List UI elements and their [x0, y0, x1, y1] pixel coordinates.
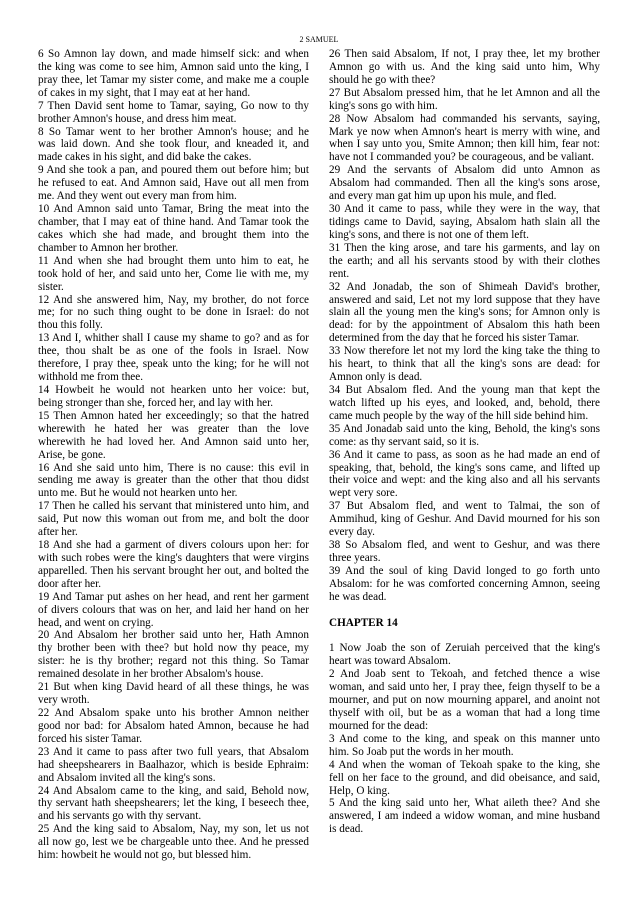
- right-column: [329, 48, 600, 836]
- verse-line: the king was come to see him, Amnon said unto the king, I: [38, 60, 309, 73]
- verse-line: 32 And Jonadab, the son of Shimeah David's brother,: [329, 280, 600, 293]
- verse-line: thyself with oil, but be as a woman that had a long time: [329, 707, 600, 720]
- verse-line: 26 Then said Absalom, If not, I pray thee, let my brother: [329, 48, 600, 60]
- verse: [38, 410, 309, 462]
- verse-line: Mark ye now when Amnon's heart is merry with wine, and: [329, 125, 600, 138]
- verse-line: wherewith he had loved her. And Amnon said unto her,: [38, 435, 309, 448]
- verse-line: their voice and wept: and the king also and all his servants: [329, 474, 600, 487]
- verse-line: and Absalom invited all the king's sons.: [38, 771, 216, 784]
- verse-line: 39 And the soul of king David longed to go forth unto: [329, 564, 600, 577]
- verse-line: fell on her face to the ground, and did obeisance, and said,: [329, 771, 600, 784]
- verse-line: 13 And I, whither shall I cause my shame to go? and as for: [38, 332, 309, 345]
- verse-line: apparelled. Then his servant brought her out, and bolted the: [38, 564, 309, 577]
- verse-line: 34 But Absalom fled. And the young man that kept the: [329, 383, 600, 396]
- verse: [329, 565, 600, 604]
- verse-line: woman, and said unto her, I pray thee, feign thyself to be a: [329, 681, 600, 694]
- verse-line: Help, O king.: [329, 784, 390, 797]
- verse-line: sending me away is greater than the other that thou didst: [38, 474, 309, 487]
- verse-line: 19 And Tamar put ashes on her head, and rent her garment: [38, 590, 309, 603]
- verse-line: 12 And she answered him, Nay, my brother, do not force: [38, 293, 309, 306]
- verse-line: dead: for by the appointment of Absalom this hath been: [329, 319, 600, 332]
- verse: [38, 384, 309, 410]
- verse-line: head, and went on crying.: [38, 616, 154, 629]
- chapter-verse-list: [329, 642, 600, 836]
- verse-line: thou this folly.: [38, 319, 103, 332]
- verse: [38, 746, 309, 785]
- verse-line: answered and said, Let not my lord suppose that they have: [329, 293, 600, 306]
- verse-line: 30 And it came to pass, while they were in the way, that: [329, 203, 600, 216]
- verse-line: Absalom had commanded. Then all the king's sons arose,: [329, 177, 600, 190]
- verse: [329, 203, 600, 242]
- verse-line: cakes which she had made, and brought them into the: [38, 228, 309, 241]
- verse-line: he was dead.: [329, 590, 387, 603]
- verse-line: should he go with thee?: [329, 73, 436, 86]
- verse-line: all now go, lest we be chargeable unto thee. And he pressed: [38, 836, 309, 849]
- verse: [329, 242, 600, 281]
- verse-line: brother Amnon's house, and dress him meat.: [38, 112, 237, 125]
- verse-line: 36 And it came to pass, as soon as he had made an end of: [329, 448, 600, 461]
- verse-line: 2 And Joab sent to Tekoah, and fetched thence a wise: [329, 668, 600, 681]
- verse-list: [329, 48, 600, 604]
- verse-line: 4 And when the woman of Tekoah spake to the king, she: [329, 758, 600, 771]
- verse-line: thee, thou shalt be as one of the fools in Israel. Now: [38, 345, 309, 358]
- verse: [329, 797, 600, 836]
- left-column: [38, 48, 309, 862]
- verse-line: and every man gat him up upon his mule, and fled.: [329, 190, 557, 203]
- verse-line: good nor bad: for Absalom hated Amnon, because he had: [38, 719, 309, 732]
- verse-line: Amnon go with us. And the king said unto him, Why: [329, 60, 600, 73]
- verse-list: [38, 48, 309, 862]
- verse: [329, 539, 600, 565]
- verse-line: had sheepshearers in Baalhazor, which is beside Ephraim:: [38, 758, 309, 771]
- verse-line: 18 And she had a garment of divers colours upon her: for: [38, 539, 309, 552]
- verse: [38, 164, 309, 203]
- verse-line: 31 Then the king arose, and tare his garments, and lay on: [329, 241, 600, 254]
- verse-line: king's sons go with him.: [329, 99, 438, 112]
- verse-line: Ammihud, king of Geshur. And David mourned for his son: [329, 513, 600, 526]
- verse-line: answered, I am indeed a widow woman, and mine husband: [329, 810, 600, 823]
- verse-line: tidings came to David, saying, Absalom hath slain all the: [329, 215, 600, 228]
- verse-line: king's sons, and there is not one of them left.: [329, 228, 529, 241]
- verse-line: wherewith he hated her was greater than the love: [38, 422, 309, 435]
- verse-line: Amnon only is dead.: [329, 371, 423, 384]
- verse-line: three years.: [329, 551, 381, 564]
- verse-line: he refused to eat. And Amnon said, Have out all men from: [38, 177, 309, 190]
- verse-line: determined from the day that he forced his sister Tamar.: [329, 332, 580, 345]
- verse: [329, 281, 600, 346]
- verse-line: his heart, to think that all the king's sons are dead: for: [329, 358, 600, 371]
- verse-line: 3 And come to the king, and speak on this manner unto: [329, 732, 600, 745]
- verse-line: have not I commanded you? be courageous, and be valiant.: [329, 151, 594, 164]
- verse: [38, 823, 309, 862]
- verse-line: 8 So Tamar went to her brother Amnon's house; and he: [38, 125, 309, 138]
- verse: [38, 785, 309, 824]
- verse-line: him: howbeit he would not go, but blessed him.: [38, 849, 252, 862]
- verse-line: me; for no such thing ought to be done in Israel: do not: [38, 306, 309, 319]
- verse: [38, 681, 309, 707]
- verse: [329, 500, 600, 539]
- verse-line: him. So Joab put the words in her mouth.: [329, 745, 514, 758]
- verse-line: Absalom: for he was comforted concerning Amnon, seeing: [329, 577, 600, 590]
- verse-line: with such robes were the king's daughters that were virgins: [38, 551, 309, 564]
- verse-line: 29 And the servants of Absalom did unto Amnon as: [329, 164, 600, 177]
- verse-line: rent.: [329, 267, 350, 280]
- verse: [329, 164, 600, 203]
- verse: [329, 345, 600, 384]
- verse-line: chamber to Amnon her brother.: [38, 241, 179, 254]
- verse-line: sister: he is thy brother; regard not this thing. So Tamar: [38, 655, 309, 668]
- verse: [38, 707, 309, 746]
- verse-line: 27 But Absalom pressed him, that he let Amnon and all the: [329, 86, 600, 99]
- verse: [38, 100, 309, 126]
- verse-line: heart was toward Absalom.: [329, 655, 451, 668]
- verse-line: and his servants go with thy servant.: [38, 810, 202, 823]
- verse: [329, 48, 600, 87]
- verse-line: chamber, that I may eat of thine hand. And Tamar took the: [38, 215, 309, 228]
- verse-line: 10 And Amnon said unto Tamar, Bring the meat into the: [38, 203, 309, 216]
- verse-line: speaking, that, behold, the king's sons came, and lifted up: [329, 461, 600, 474]
- verse-line: the earth; and all his servants stood by with their clothes: [329, 254, 600, 267]
- verse: [329, 668, 600, 733]
- verse-line: mourner, and put on now mourning apparel, and anoint not: [329, 694, 600, 707]
- verse-line: door after her.: [38, 577, 102, 590]
- verse-line: 37 But Absalom fled, and went to Talmai, the son of: [329, 500, 600, 513]
- verse-line: 9 And she took a pan, and poured them out before him; but: [38, 164, 309, 177]
- verse-line: mourned for the dead:: [329, 719, 429, 732]
- verse: [38, 48, 309, 100]
- verse: [329, 113, 600, 165]
- verse-line: took hold of her, and said unto her, Come lie with me, my: [38, 267, 309, 280]
- verse-line: slain all the young men the king's sons; for Amnon only is: [329, 306, 600, 319]
- verse: [38, 255, 309, 294]
- verse-line: 1 Now Joab the son of Zeruiah perceived that the king's: [329, 642, 600, 655]
- verse-line: when I say unto you, Smite Amnon; then kill him, fear not:: [329, 138, 600, 151]
- verse-line: 28 Now Absalom had commanded his servants, saying,: [329, 112, 600, 125]
- verse-line: come: as thy servant said, so it is.: [329, 435, 480, 448]
- verse-line: is dead.: [329, 823, 364, 836]
- verse: [38, 462, 309, 501]
- verse-line: of divers colours that was on her, and laid her hand on her: [38, 603, 309, 616]
- verse-line: remained desolate in her brother Absalom's house.: [38, 668, 264, 681]
- verse-line: 38 So Absalom fled, and went to Geshur, and was there: [329, 539, 600, 552]
- verse-line: therefore, I pray thee, speak unto the king; for he will not: [38, 358, 309, 371]
- verse: [38, 591, 309, 630]
- verse-line: made cakes in his sight, and did bake the cakes.: [38, 151, 252, 164]
- verse-line: 16 And she said unto him, There is no cause: this evil in: [38, 461, 309, 474]
- verse: [38, 332, 309, 384]
- verse-line: 23 And it came to pass after two full years, that Absalom: [38, 745, 309, 758]
- verse-line: 7 Then David sent home to Tamar, saying, Go now to thy: [38, 99, 309, 112]
- verse: [329, 449, 600, 501]
- verse-line: came much people by the way of the hill side behind him.: [329, 409, 589, 422]
- verse-line: forced his sister Tamar.: [38, 732, 143, 745]
- verse-line: 33 Now therefore let not my lord the king take the thing to: [329, 345, 600, 358]
- verse-line: thy brother been with thee? but hold now thy peace, my: [38, 642, 309, 655]
- verse-line: Arise, be gone.: [38, 448, 106, 461]
- verse-line: watch lifted up his eyes, and looked, and, behold, there: [329, 396, 600, 409]
- verse-line: very wroth.: [38, 694, 90, 707]
- verse: [329, 759, 600, 798]
- verse: [38, 539, 309, 591]
- verse-line: 17 Then he called his servant that ministered unto him, and: [38, 500, 309, 513]
- verse: [38, 294, 309, 333]
- verse-line: 35 And Jonadab said unto the king, Behold, the king's sons: [329, 422, 600, 435]
- verse: [38, 126, 309, 165]
- verse-line: 14 Howbeit he would not hearken unto her voice: but,: [38, 383, 309, 396]
- verse-line: unto me. But he would not hearken unto her.: [38, 487, 238, 500]
- verse-line: being stronger than she, forced her, and lay with her.: [38, 396, 274, 409]
- verse-line: after her.: [38, 526, 78, 539]
- verse-line: 20 And Absalom her brother said unto her, Hath Amnon: [38, 629, 309, 642]
- verse-line: 24 And Absalom came to the king, and said, Behold now,: [38, 784, 309, 797]
- verse-line: thy servant hath sheepshearers; let the king, I beseech thee,: [38, 797, 309, 810]
- verse-line: me. And they went out every man from him.: [38, 190, 237, 203]
- verse-line: pray thee, let Tamar my sister come, and make me a couple: [38, 73, 309, 86]
- verse: [329, 423, 600, 449]
- verse-line: wept very sore.: [329, 487, 398, 500]
- verse-line: 5 And the king said unto her, What aileth thee? And she: [329, 797, 600, 810]
- verse: [329, 642, 600, 668]
- verse-line: 22 And Absalom spake unto his brother Amnon neither: [38, 707, 309, 720]
- verse-line: was laid down. And she took flour, and kneaded it, and: [38, 138, 309, 151]
- verse-line: every day.: [329, 526, 375, 539]
- verse-line: said, Put now this woman out from me, and bolt the door: [38, 513, 309, 526]
- chapter-heading: CHAPTER 14: [329, 616, 398, 629]
- verse-line: 15 Then Amnon hated her exceedingly; so that the hatred: [38, 409, 309, 422]
- verse-line: of cakes in my sight, that I may eat at her hand.: [38, 86, 251, 99]
- verse: [329, 384, 600, 423]
- verse-line: 11 And when she had brought them unto him to eat, he: [38, 254, 309, 267]
- verse: [38, 203, 309, 255]
- verse: [38, 500, 309, 539]
- verse-line: withhold me from thee.: [38, 371, 144, 384]
- verse-line: 6 So Amnon lay down, and made himself sick: and when: [38, 48, 309, 60]
- verse: [329, 733, 600, 759]
- verse-line: 21 But when king David heard of all these things, he was: [38, 681, 309, 694]
- running-head: 2 SAMUEL: [299, 35, 339, 44]
- verse: [329, 87, 600, 113]
- verse: [38, 629, 309, 681]
- verse-line: 25 And the king said to Absalom, Nay, my son, let us not: [38, 823, 309, 836]
- verse-line: sister.: [38, 280, 64, 293]
